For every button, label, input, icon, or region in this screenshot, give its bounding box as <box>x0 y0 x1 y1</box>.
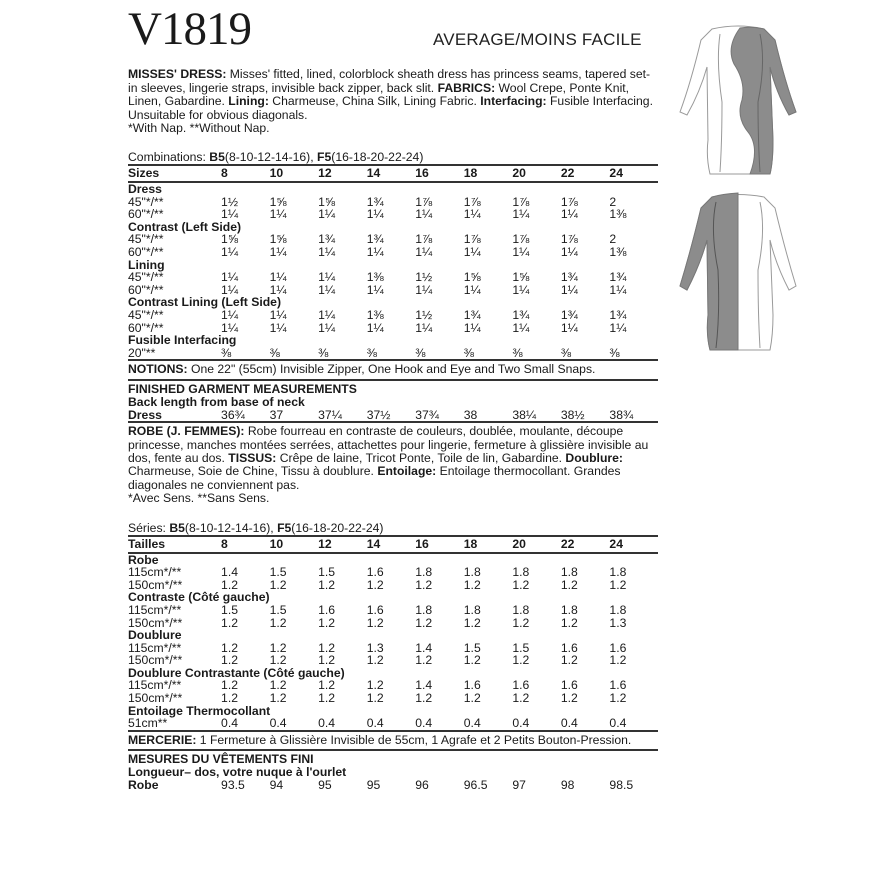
finished-measurements-subtitle-fr: Longueur– dos, votre nuque à l'ourlet <box>128 765 347 780</box>
garment-description-fr: ROBE (J. FEMMES): Robe fourreau en contraste de couleurs, doublée, moulante, découpe princesse, manches montées serrées, attachettes pour lingerie, fermeture à glissière invisible au dos, fente au dos. TISSUS: Crêpe de laine, Tricot Ponte, Toile de lin, Gabardine. Doublure: Charmeuse, Soie de Chine, Tissu à doublure. Entoilage: Entoilage thermocollant. Grandes diagonales ne conviennent pas. <box>128 424 649 492</box>
french-section <box>128 423 668 792</box>
table-row: 20"** ⅜ ⅜ ⅜ ⅜ ⅜ ⅜ ⅜ ⅜ ⅜ <box>128 345 620 360</box>
combination-code: B5 <box>169 520 185 535</box>
table-row: 150cm*/** 1.2 1.2 1.2 1.2 1.2 1.2 1.2 1.2 1.2 <box>128 691 627 706</box>
nap-note-fr: *Avec Sens. **Sans Sens. <box>128 490 270 505</box>
difficulty-level: AVERAGE/MOINS FACILE <box>433 30 642 49</box>
table-row: 45"*/** 1¼ 1¼ 1¼ 1⅜ 1½ 1¾ 1¾ 1¾ 1¾ <box>128 307 627 322</box>
title-row <box>128 0 668 58</box>
fabric-group-row: Robe <box>128 552 159 567</box>
table-row: 45"*/** 1⅝ 1⅝ 1¾ 1¾ 1⅞ 1⅞ 1⅞ 1⅞ 2 <box>128 232 617 247</box>
combination-code: F5 <box>277 520 292 535</box>
bold-label: TISSUS: <box>228 451 277 466</box>
table-row: 60"*/** 1¼ 1¼ 1¼ 1¼ 1¼ 1¼ 1¼ 1¼ 1¼ <box>128 320 627 335</box>
table-row: 45"*/** 1½ 1⅝ 1⅝ 1¾ 1⅞ 1⅞ 1⅞ 1⅞ 2 <box>128 194 617 209</box>
finished-measurements-table-en <box>128 409 658 422</box>
yardage-table-en <box>128 164 658 359</box>
sizes-header-row: Tailles 8 10 12 14 16 18 20 22 24 <box>128 536 658 553</box>
bold-label: ROBE (J. FEMMES): <box>128 424 245 439</box>
notions-en: NOTIONS: One 22" (55cm) Invisible Zipper, One Hook and Eye and Two Small Snaps. <box>128 362 596 377</box>
notions-fr: MERCERIE: 1 Fermeture à Glissière Invisible de 55cm, 1 Agrafe et 2 Petits Bouton-Pression. <box>128 732 632 747</box>
table-row: 60"*/** 1¼ 1¼ 1¼ 1¼ 1¼ 1¼ 1¼ 1¼ 1⅜ <box>128 207 627 222</box>
fabric-group-row: Contrast (Left Side) <box>128 219 242 234</box>
combination-code: B5 <box>209 149 225 164</box>
fabric-group-row: Dress <box>128 181 162 196</box>
table-row: 51cm** 0.4 0.4 0.4 0.4 0.4 0.4 0.4 0.4 0.4 <box>128 716 627 731</box>
table-row: 150cm*/** 1.2 1.2 1.2 1.2 1.2 1.2 1.2 1.2 1.3 <box>128 615 627 630</box>
nap-note-en: *With Nap. **Without Nap. <box>128 121 270 136</box>
table-row: 115cm*/** 1.2 1.2 1.2 1.2 1.4 1.6 1.6 1.6 1.6 <box>128 678 627 693</box>
table-row: 60"*/** 1¼ 1¼ 1¼ 1¼ 1¼ 1¼ 1¼ 1¼ 1¼ <box>128 282 627 297</box>
fabric-group-row: Doublure <box>128 628 182 643</box>
table-row: Dress 36¾ 37 37¼ 37½ 37¾ 38 38¼ 38½ 38¾ <box>128 407 634 422</box>
table-row: 150cm*/** 1.2 1.2 1.2 1.2 1.2 1.2 1.2 1.2 1.2 <box>128 653 627 668</box>
pattern-envelope-back <box>128 0 668 792</box>
bold-label: NOTIONS: <box>128 362 188 377</box>
fabric-group-row: Doublure Contrastante (Côté gauche) <box>128 665 345 680</box>
table-row: Robe 93.5 94 95 95 96 96.5 97 98 98.5 <box>128 778 634 793</box>
fabric-group-row: Lining <box>128 257 165 272</box>
table-row: 115cm*/** 1.5 1.5 1.6 1.6 1.8 1.8 1.8 1.8 1.8 <box>128 602 627 617</box>
table-row: 115cm*/** 1.4 1.5 1.5 1.6 1.8 1.8 1.8 1.8 1.8 <box>128 565 627 580</box>
combinations-en: Combinations: B5(8-10-12-14-16), F5(16-18-20-22-24) <box>128 149 424 164</box>
fabric-group-row: Contrast Lining (Left Side) <box>128 295 282 310</box>
dress-back-illustration <box>678 190 798 360</box>
english-section <box>128 68 668 423</box>
bold-label: Lining: <box>228 94 269 109</box>
sizes-header-row: Sizes 8 10 12 14 16 18 20 22 24 <box>128 165 658 182</box>
bold-label: Entoilage: <box>377 464 437 479</box>
bold-label: MERCERIE: <box>128 732 197 747</box>
finished-measurements-table-fr <box>128 779 658 792</box>
pattern-number: V1819 <box>128 3 251 55</box>
bold-label: Doublure: <box>565 451 623 466</box>
bold-label: FABRICS: <box>437 80 496 95</box>
finished-measurements-subtitle-en: Back length from base of neck <box>128 394 305 409</box>
finished-measurements-title-fr: MESURES DU VÊTEMENTS FINI <box>128 752 314 767</box>
table-row: 115cm*/** 1.2 1.2 1.2 1.3 1.4 1.5 1.5 1.6 1.6 <box>128 640 627 655</box>
fabric-group-row: Entoilage Thermocollant <box>128 703 271 718</box>
combinations-fr: Séries: B5(8-10-12-14-16), F5(16-18-20-22-24) <box>128 520 384 535</box>
bold-label: Interfacing: <box>480 94 547 109</box>
fabric-group-row: Contraste (Côté gauche) <box>128 590 270 605</box>
bold-label: MISSES' DRESS: <box>128 67 227 81</box>
finished-measurements-title-en: FINISHED GARMENT MEASUREMENTS <box>128 381 357 396</box>
table-row: 45"*/** 1¼ 1¼ 1¼ 1⅜ 1½ 1⅝ 1⅝ 1¾ 1¾ <box>128 270 627 285</box>
contrast-panel <box>680 193 738 350</box>
yardage-table-fr <box>128 535 658 730</box>
garment-description-en: MISSES' DRESS: Misses' fitted, lined, colorblock sheath dress has princess seams, tapered set-in sleeves, lingerie straps, invisible back zipper, back slit. FABRICS: Wool Crepe, Ponte Knit, Linen, Gabardine. Lining: Charmeuse, China Silk, Lining Fabric. Interfacing: Fusible Interfacing. Unsuitable for obvious diagonals. <box>128 67 653 122</box>
fabric-group-row: Fusible Interfacing <box>128 333 237 348</box>
dress-front-illustration <box>678 22 798 182</box>
table-row: 60"*/** 1¼ 1¼ 1¼ 1¼ 1¼ 1¼ 1¼ 1¼ 1⅜ <box>128 244 627 259</box>
table-row: 150cm*/** 1.2 1.2 1.2 1.2 1.2 1.2 1.2 1.2 1.2 <box>128 577 627 592</box>
combination-code: F5 <box>317 149 332 164</box>
